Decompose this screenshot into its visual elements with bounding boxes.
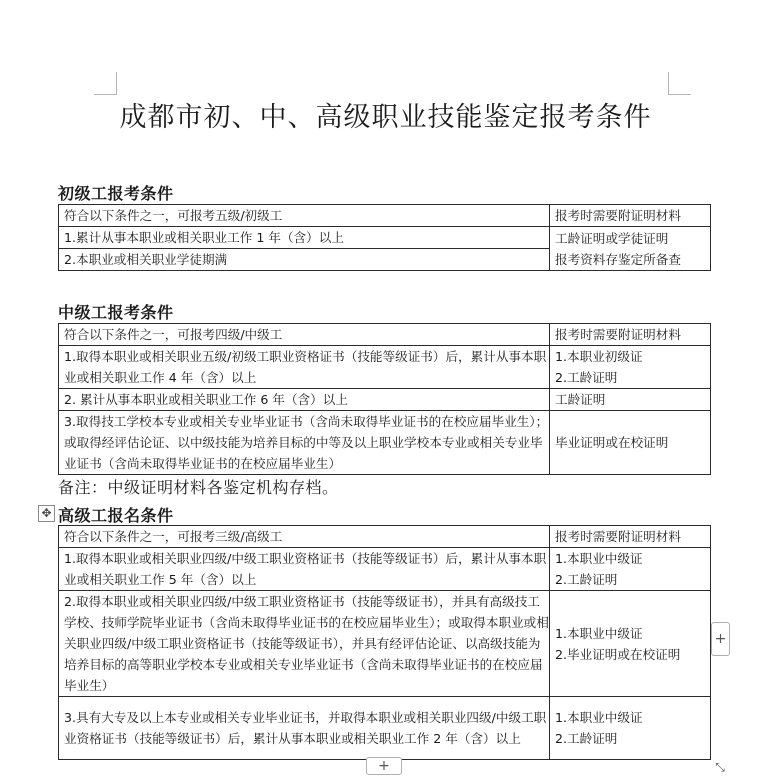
- page-margin-corner-top-left: [94, 72, 117, 95]
- table-row: [59, 591, 711, 697]
- senior-requirements-table[interactable]: [58, 525, 711, 760]
- proof-line: 2.工龄证明: [555, 370, 618, 385]
- proof-line: 2.毕业证明或在校证明: [555, 646, 681, 662]
- senior-section-heading: 高级工报名条件: [58, 506, 174, 525]
- proof-line: 1.本职业初级证: [555, 349, 643, 364]
- condition-cell[interactable]: 2. 累计从事本职业或相关职业工作 6 年（含）以上: [59, 389, 550, 411]
- proof-line: 毕业证明或在校证明: [555, 435, 669, 450]
- table-row: [59, 411, 711, 475]
- table-row: [59, 346, 711, 389]
- header-condition[interactable]: 符合以下条件之一，可报考四级/中级工: [59, 324, 550, 346]
- junior-section-heading: 初级工报考条件: [58, 184, 174, 203]
- table-move-handle-icon[interactable]: ✥: [38, 505, 55, 522]
- condition-cell[interactable]: 1.取得本职业或相关职业五级/初级工职业资格证书（技能等级证书）后，累计从事本职业或相关职业工作 4 年（含）以上: [59, 346, 550, 389]
- page-margin-corner-top-right: [668, 72, 691, 95]
- header-condition[interactable]: 符合以下条件之一，可报考五级/初级工: [59, 205, 550, 227]
- proof-line: 1.本职业中级证: [555, 625, 643, 641]
- table-row: [59, 548, 711, 591]
- header-proof[interactable]: 报考时需要附证明材料: [550, 205, 711, 227]
- add-column-button[interactable]: +: [711, 622, 730, 656]
- document-title: 成都市初、中、高级职业技能鉴定报考条件: [119, 102, 652, 133]
- proof-line: 工龄证明或学徒证明: [555, 230, 669, 246]
- table-row: [59, 389, 711, 411]
- condition-cell[interactable]: 3.具有大专及以上本专业或相关专业毕业证书，并取得本职业或相关职业四级/中级工职业资格证书（技能等级证书）后，累计从事本职业或相关职业工作 2 年（含）以上: [59, 697, 550, 760]
- table-header-row: [59, 205, 711, 227]
- table-resize-handle-icon[interactable]: ⤡: [715, 760, 725, 774]
- table-header-row: [59, 526, 711, 548]
- proof-line: 2.工龄证明: [555, 572, 618, 587]
- proof-cell[interactable]: [550, 389, 711, 411]
- condition-cell[interactable]: 1.累计从事本职业或相关职业工作 1 年（含）以上: [59, 227, 550, 249]
- condition-cell[interactable]: 3.取得技工学校本专业或相关专业毕业证书（含尚未取得毕业证书的在校应届毕业生）；或取得经评估论证、以中级技能为培养目标的中等及以上职业学校本专业或相关专业毕业证书（含尚未取得毕业证书的在校应届毕业生）: [59, 411, 550, 475]
- proof-cell[interactable]: [550, 227, 711, 271]
- header-condition[interactable]: 符合以下条件之一，可报考三级/高级工: [59, 526, 550, 548]
- proof-line: 1.本职业中级证: [555, 551, 643, 566]
- proof-cell[interactable]: [550, 591, 711, 697]
- proof-cell[interactable]: [550, 548, 711, 591]
- proof-cell[interactable]: [550, 697, 711, 760]
- header-proof[interactable]: 报考时需要附证明材料: [550, 526, 711, 548]
- table-row: [59, 227, 711, 249]
- proof-line: 工龄证明: [555, 392, 606, 407]
- table-row: [59, 697, 711, 760]
- intermediate-section-heading: 中级工报考条件: [58, 303, 174, 322]
- junior-requirements-table[interactable]: [58, 204, 711, 271]
- condition-cell[interactable]: 2.取得本职业或相关职业四级/中级工职业资格证书（技能等级证书），并具有高级技工学校、技师学院毕业证书（含尚未取得毕业证书的在校应届毕业生）；或取得本职业或相关职业四级/中级工职业资格证书（技能等级证书），并具有经评估论证、以高级技能为培养目标的高等职业学校本专业或相关专业毕业证书（含尚未取得毕业证书的在校应届毕业生）: [59, 591, 550, 697]
- proof-line: 2.工龄证明: [555, 731, 618, 746]
- proof-line: 1.本职业中级证: [555, 710, 643, 725]
- condition-cell[interactable]: 1.取得本职业或相关职业四级/中级工职业资格证书（技能等级证书）后，累计从事本职业或相关职业工作 5 年（含）以上: [59, 548, 550, 591]
- condition-cell[interactable]: 2.本职业或相关职业学徒期满: [59, 249, 550, 271]
- intermediate-requirements-table[interactable]: [58, 323, 711, 475]
- archive-note: 备注：中级证明材料各鉴定机构存档。: [58, 478, 339, 497]
- proof-cell[interactable]: [550, 411, 711, 475]
- add-row-button[interactable]: +: [366, 757, 402, 775]
- table-header-row: [59, 324, 711, 346]
- proof-cell[interactable]: [550, 346, 711, 389]
- header-proof[interactable]: 报考时需要附证明材料: [550, 324, 711, 346]
- proof-line: 报考资料存鉴定所备查: [555, 251, 681, 267]
